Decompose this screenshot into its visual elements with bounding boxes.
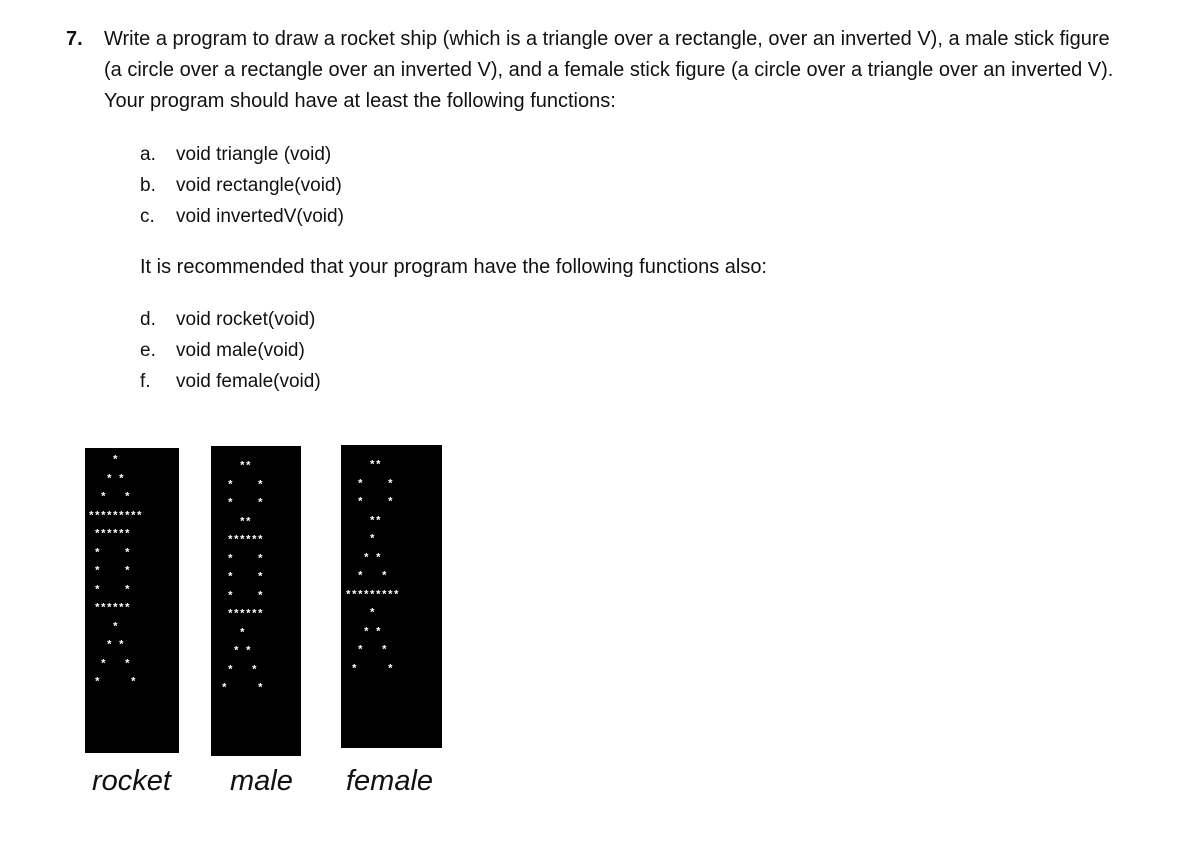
question-number: 7.	[66, 28, 83, 50]
list-item-label: d.	[140, 309, 156, 330]
list-item-label: e.	[140, 340, 156, 361]
list-item-label: f.	[140, 371, 151, 392]
rocket-caption: rocket	[92, 765, 171, 797]
male-output-panel	[211, 446, 301, 756]
list-item-text: void rectangle(void)	[176, 175, 342, 196]
list-item-text: void invertedV(void)	[176, 206, 344, 227]
list-item-label: a.	[140, 144, 156, 165]
list-item-label: c.	[140, 206, 155, 227]
recommendation-text: It is recommended that your program have the following functions also:	[140, 256, 767, 278]
list-item-text: void triangle (void)	[176, 144, 332, 165]
question-text: Write a program to draw a rocket ship (which is a triangle over a rectangle, over an inverted V), a male stick figure (a circle over a rectangle over an inverted V), and a female stick figure (a circle over a triangle over an inverted V). Your program should have at least the following functions:	[104, 28, 1114, 112]
rocket-output-panel	[85, 448, 179, 753]
list-item-text: void rocket(void)	[176, 309, 316, 330]
male-caption: male	[230, 765, 293, 797]
female-caption: female	[346, 765, 434, 797]
female-output-panel	[341, 445, 442, 748]
list-item-label: b.	[140, 175, 156, 196]
rocket-ascii-art: * * * * * ********* ****** * * * * * * ****** * * * * * * *	[88, 455, 143, 689]
list-item-text: void female(void)	[176, 371, 321, 392]
list-item-text: void male(void)	[176, 340, 305, 361]
female-ascii-art: ** * * * * ** * * * * * ********* * * * * * * *	[345, 460, 400, 676]
male-ascii-art: ** * * * * ** ****** * * * * * * ****** * * * * * * *	[221, 461, 264, 695]
